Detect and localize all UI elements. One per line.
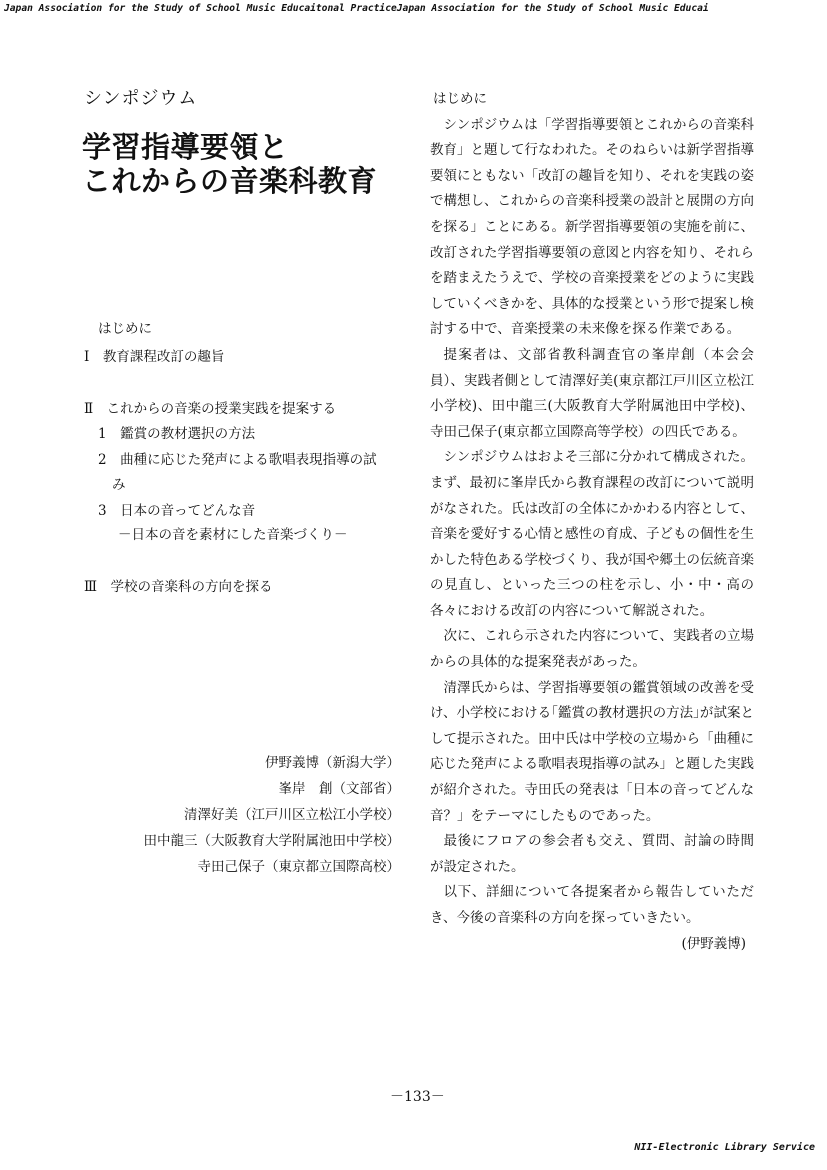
presenter-item: 伊野義博（新潟大学） bbox=[265, 755, 400, 771]
page-number: －133－ bbox=[390, 1089, 445, 1105]
presenter-item: 田中龍三（大阪教育大学附属池田中学校） bbox=[143, 833, 400, 849]
presenter-item: 寺田己保子（東京都立国際高校） bbox=[197, 859, 400, 875]
body-paragraph: 最後にフロアの参会者も交え、質問、討論の時間が設定された。 bbox=[430, 833, 754, 875]
section-label: シンポジウム bbox=[84, 88, 198, 109]
toc-item-2-1: 1 鑑賞の教材選択の方法 bbox=[98, 426, 256, 442]
intro-heading: はじめに bbox=[433, 91, 487, 107]
title-line-2: これからの音楽科教育 bbox=[82, 164, 378, 198]
toc-item-2-2-cont: み bbox=[112, 477, 126, 493]
title-line-1: 学習指導要領と bbox=[82, 130, 289, 164]
body-paragraph: シンポジウムはおよそ三部に分かれて構成された。まず、最初に峯岸氏から教育課程の改訂について説明がなされた。氏は改訂の全体にかかわる内容として、音楽を愛好する心情と感性の育成、子どもの個性を生かした特色ある学校づくり、我が国や郷土の伝統音楽の見直し、といった三つの柱を示し、小・中・高の各々における改訂の内容について解説された。 bbox=[430, 449, 754, 619]
toc-item-intro: はじめに bbox=[98, 321, 152, 337]
presenter-list bbox=[144, 750, 401, 880]
article-title bbox=[82, 130, 377, 198]
toc-item-2-2: 2 曲種に応じた発声による歌唱表現指導の試 bbox=[98, 452, 377, 468]
presenter-item: 清澤好美（江戸川区立松江小学校） bbox=[184, 807, 400, 823]
toc-item-section-3: Ⅲ 学校の音楽科の方向を探る bbox=[84, 579, 273, 595]
body-paragraph: シンポジウムは「学習指導要領とこれからの音楽科教育」と題して行なわれた。そのねらいは新学習指導要領にともない「改訂の趣旨を知り、それを実践の姿で構想し、これからの音楽科授業の設計と展開の方向を探る」ことにある。新学習指導要領の実施を前に、改訂された学習指導要領の意図と内容を知り、それらを踏まえたうえで、学校の音楽授業をどのように実践していくべきかを、具体的な授業という形で提案し検討する中で、音楽授業の未来像を探る作業である。 bbox=[430, 116, 754, 338]
toc-item-section-2: Ⅱ これからの音楽の授業実践を提案する bbox=[84, 401, 337, 417]
toc-item-section-1: Ⅰ 教育課程改訂の趣旨 bbox=[84, 349, 225, 365]
toc-item-2-3: 3 日本の音ってどんな音 bbox=[98, 503, 256, 519]
body-paragraph: 提案者は、文部省教科調査官の峯岸創（本会会員）、実践者側として清澤好美(東京都江戸川区立松江小学校)、田中龍三(大阪教育大学附属池田中学校)、寺田己保子(東京都立国際高等学校）の四氏である。 bbox=[430, 346, 754, 440]
body-paragraph: 清澤氏からは、学習指導要領の鑑賞領域の改善を受け、小学校における｢鑑賞の教材選択の方法｣が試案として提示された。田中氏は中学校の立場から「曲種に応じた発声による歌唱表現指導の試み」と題した実践が紹介された。寺田氏の発表は「日本の音ってどんな音？」をテーマにしたものであった。 bbox=[430, 679, 754, 824]
library-service-footer: NII-Electronic Library Service bbox=[634, 1142, 815, 1153]
body-paragraph: 次に、これら示された内容について、実践者の立場からの具体的な提案発表があった。 bbox=[430, 628, 754, 671]
body-paragraph: 以下、詳細について各提案者から報告していただき、今後の音楽科の方向を探っていきたい。 bbox=[430, 884, 754, 926]
toc-item-2-3-subtitle: －日本の音を素材にした音楽づくり－ bbox=[118, 527, 348, 543]
body-text-column bbox=[430, 87, 754, 957]
running-header: Japan Association for the Study of School Music Educaitonal PracticeJapan Association for the Study of School Music Educai bbox=[4, 3, 709, 14]
author-signature: (伊野義博) bbox=[681, 935, 746, 952]
presenter-item: 峯岸 創（文部省） bbox=[278, 781, 400, 797]
